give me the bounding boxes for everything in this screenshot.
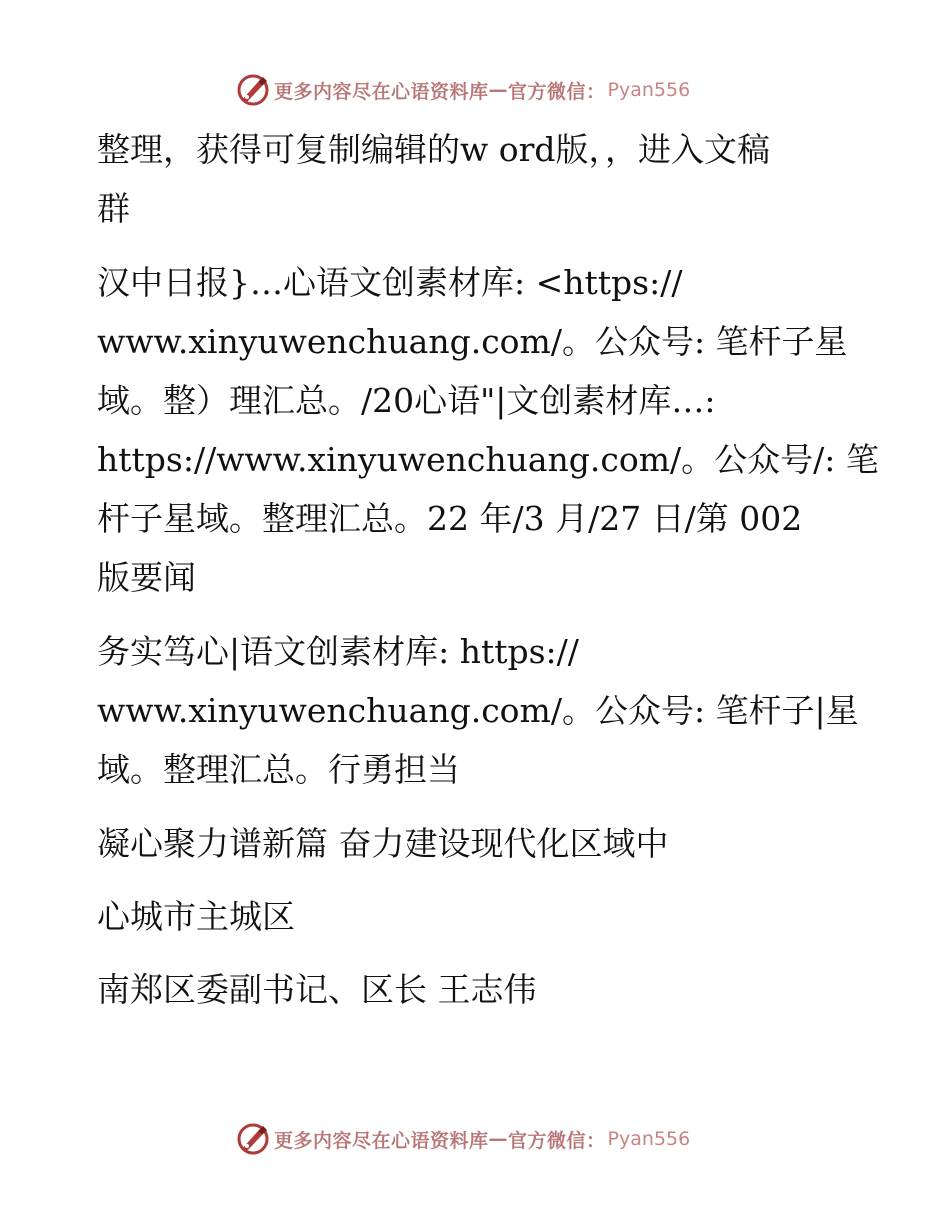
watermark-contact-label: 官方微信： [508,80,606,103]
watermark-contact-label: 官方微信： [508,1129,606,1152]
watermark-text: 更多内容尽在心语资料库 [274,1129,489,1152]
pen-logo-icon [236,73,270,107]
watermark-contact-id: Pyan556 [607,1128,691,1150]
watermark-dash: — [488,79,509,101]
article-title-line-2: 心城市主城区 [97,897,295,936]
watermark-text: 更多内容尽在心语资料库 [274,80,489,103]
pen-logo-icon [236,1122,270,1156]
watermark-contact-id: Pyan556 [607,79,691,101]
paragraph-subtitle: 务实笃心|语文创素材库: https:// www.xinyuwenchuang.com/。公众号: 笔杆子|星 域。整理汇总。行勇担当 [97,632,859,789]
footer-watermark [236,1122,690,1156]
document-body [97,120,887,1033]
author-line: 南郑区委副书记、区长 王志伟 [97,970,537,1009]
paragraph-intro: 整理，获得可复制编辑的w ord版，，进入文稿 群 [97,130,771,228]
paragraph-source: 汉中日报}…心语文创素材库: <https:// www.xinyuwenchuang.com/。公众号: 笔杆子星 域。整）理汇总。/20心语"|文创素材库…: https://www.xinyuwenchuang.com/。公众号/: 笔 杆子星域。整理汇总。22 年/3 月/27 日/第 002 版要闻 [97,263,879,597]
watermark-dash: — [488,1128,509,1150]
header-watermark [236,73,690,107]
article-title-line-1: 凝心聚力谱新篇 奋力建设现代化区域中 [97,824,669,863]
